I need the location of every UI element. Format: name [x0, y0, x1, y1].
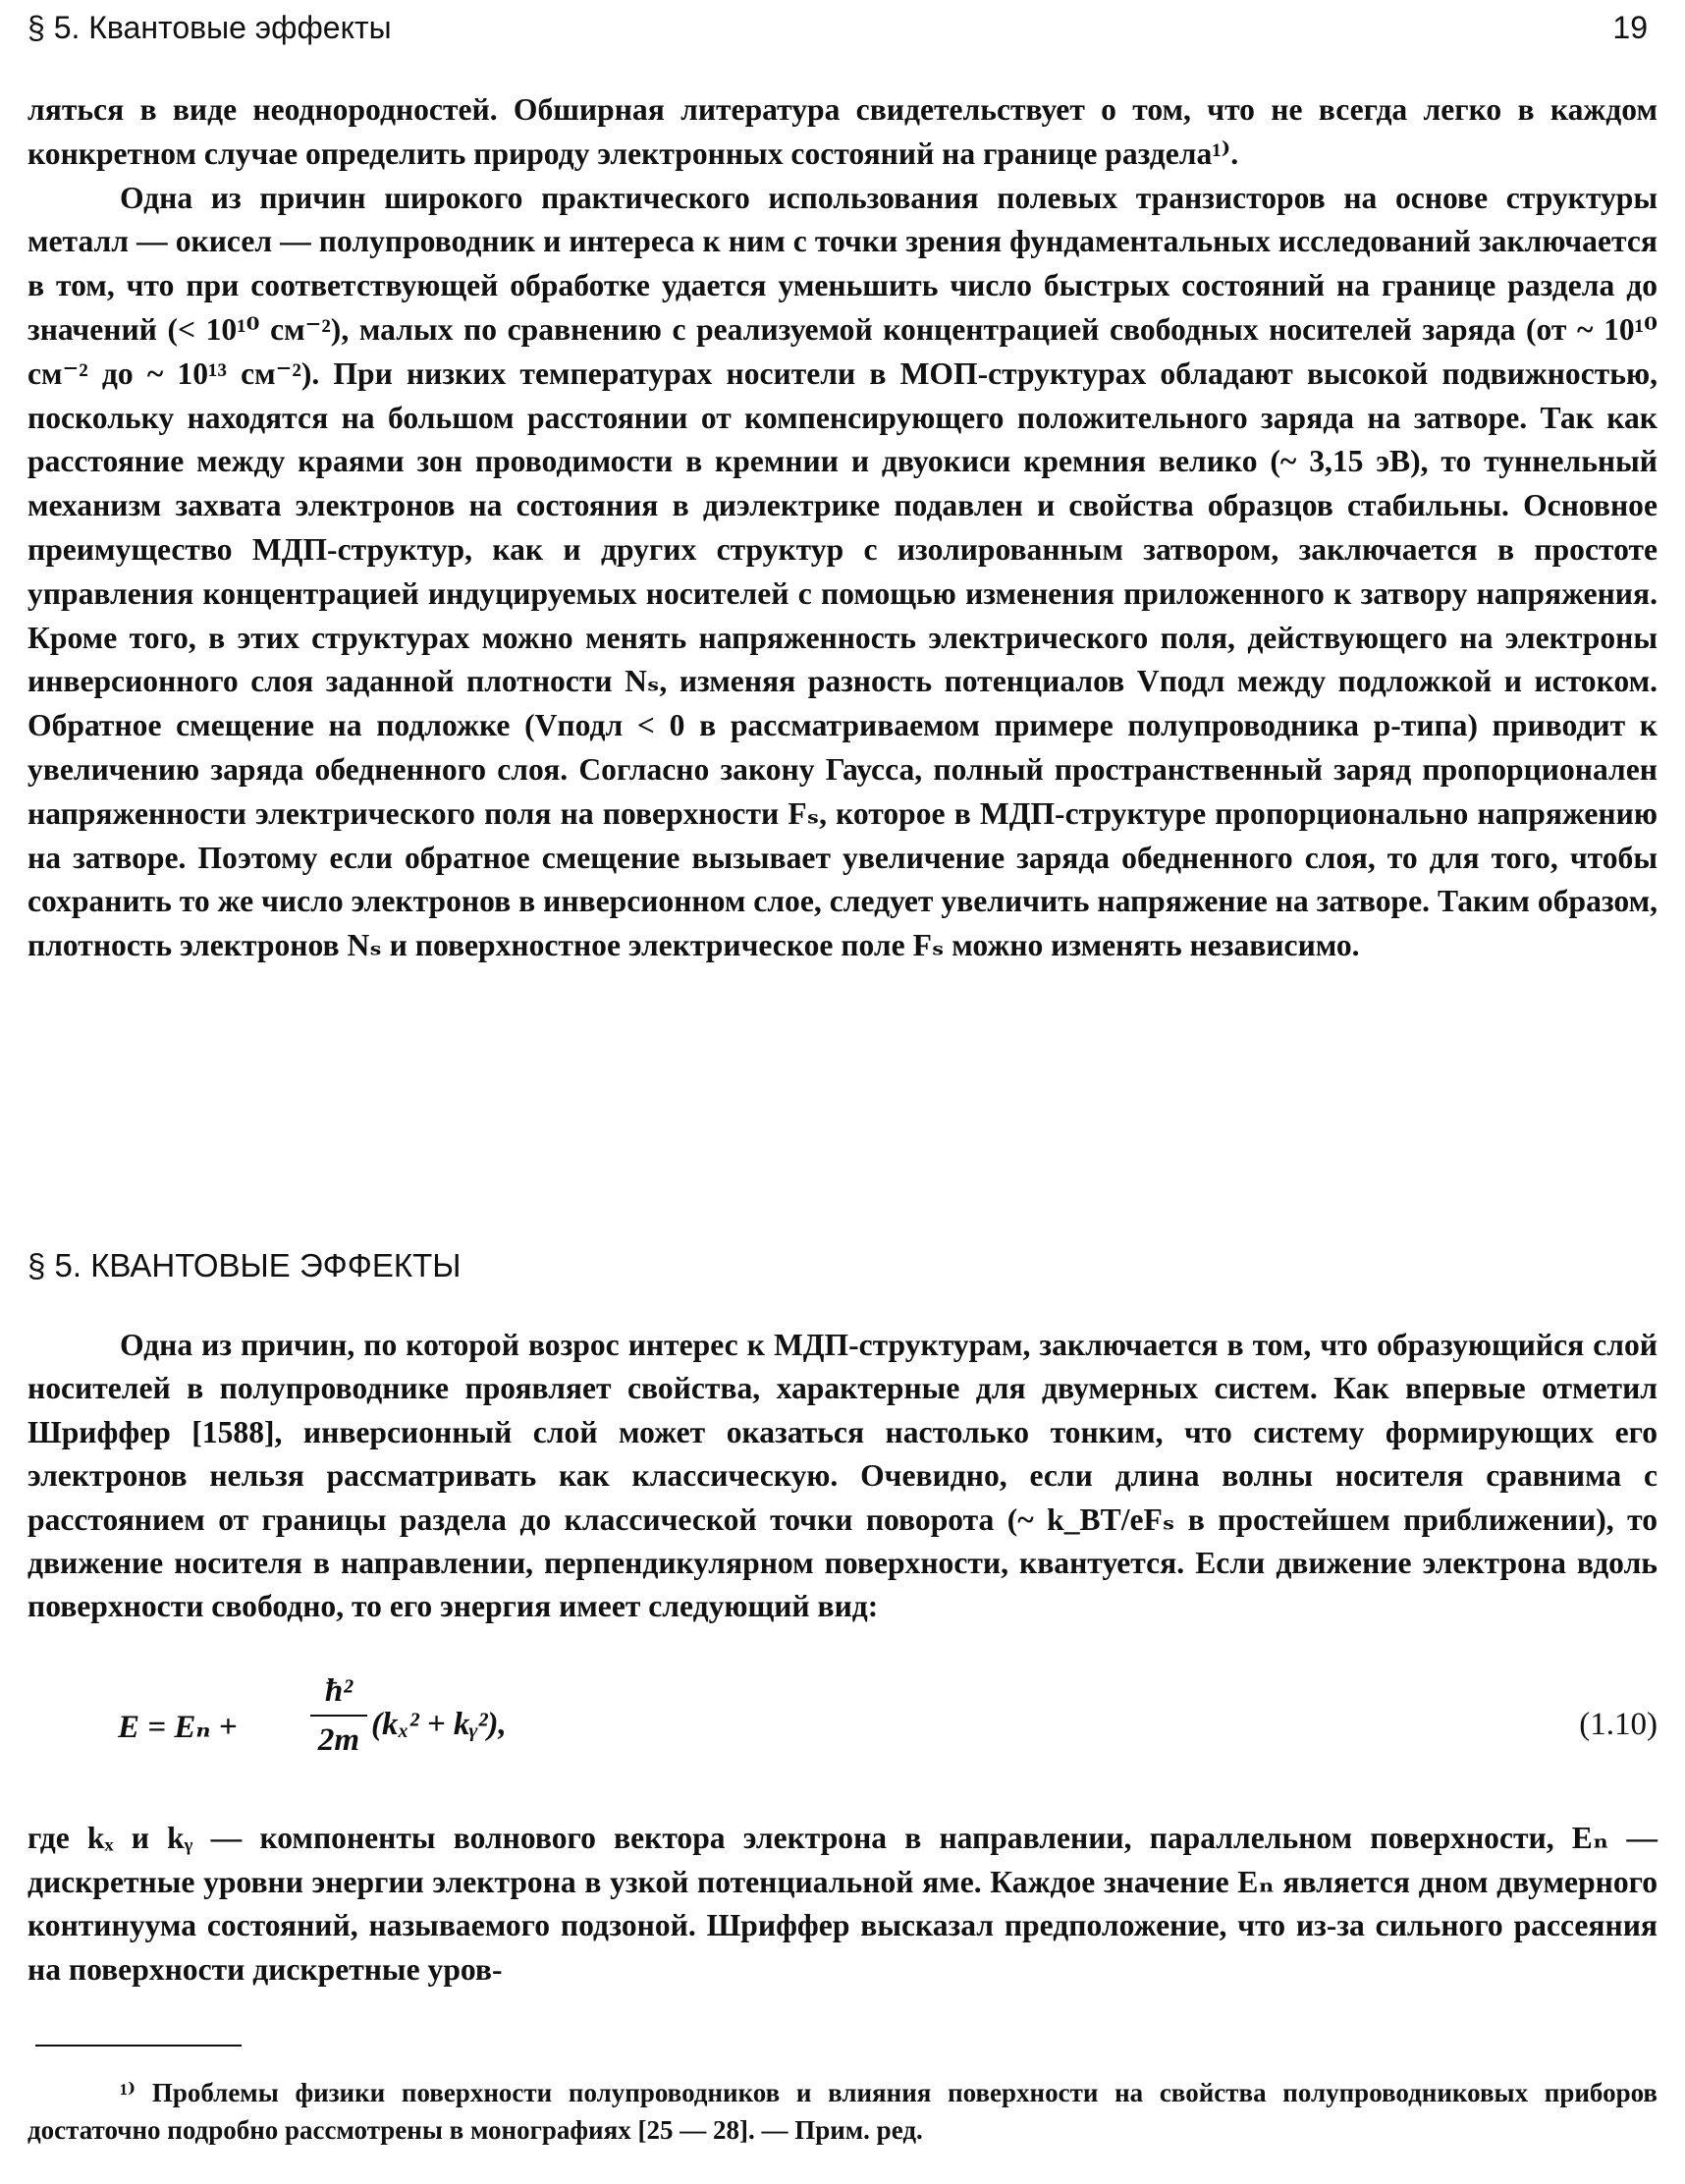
body-text-bottom — [27, 1817, 1658, 1992]
paragraph-continuation: ляться в виде неоднородностей. Обширная литература свидетельствует о том, что не всегда легко в каждом конкретном случае определить природу электронных состояний на границе раздела¹⁾. — [27, 92, 1658, 171]
equation-number: (1.10) — [1579, 1707, 1658, 1742]
body-text-section — [27, 1324, 1658, 1629]
equation-1-10 — [27, 1671, 1658, 1779]
footnote — [27, 2074, 1658, 2149]
section-heading: § 5. КВАНТОВЫЕ ЭФФЕКТЫ — [27, 1247, 462, 1283]
footnote-text: ¹⁾ Проблемы физики поверхности полупроводников и влияния поверхности на свойства полупроводниковых приборов достаточно подробно рассмотрены в монографиях [25 — 28]. — Прим. ред. — [27, 2078, 1658, 2145]
paragraph-mos-advantages: Одна из причин широкого практического использования полевых транзисторов на основе структуры металл — окисел — полупроводник и интереса к ним с точки зрения фундаментальных исследований заключается в том, что при соответствующей обработке удается уменьшить число быстрых состояний на границе раздела до значений (< 10¹⁰ см⁻²), малых по сравнению с реализуемой концентрацией свободных носителей заряда (от ~ 10¹⁰ см⁻² до ~ 10¹³ см⁻²). При низких температурах носители в МОП-структурах обладают высокой подвижностью, поскольку находятся на большом расстоянии от компенсирующего положительного заряда на затворе. Так как расстояние между краями зон проводимости в кремнии и двуокиси кремния велико (~ 3,15 эВ), то туннельный механизм захвата электронов на состояния в диэлектрике подавлен и свойства образцов стабильны. Основное преимущество МДП-структур, как и других структур с изолированным затвором, заключается в простоте управления концентрацией индуцируемых носителей с помощью изменения приложенного к затвору напряжения. Кроме того, в этих структурах можно менять напряженность электрического поля, действующего на электроны инверсионного слоя заданной плотности Nₛ, изменяя разность потенциалов Vподл между подложкой и истоком. Обратное смещение на подложке (Vподл < 0 в рассматриваемом примере полупроводника p-типа) приводит к увеличению заряда обедненного слоя. Согласно закону Гаусса, полный пространственный заряд пропорционален напряженности электрического поля на поверхности Fₛ, которое в МДП-структуре пропорционально напряжению на затворе. Поэтому если обратное смещение вызывает увеличение заряда обедненного слоя, то для того, чтобы сохранить то же число электронов в инверсионном слое, следует увеличить напряжение на затворе. Таким образом, плотность электронов Nₛ и поверхностное электрическое поле Fₛ можно изменять независимо. — [27, 180, 1658, 963]
equation-numerator: ħ² — [324, 1673, 353, 1709]
body-text-top — [27, 88, 1658, 968]
equation-fraction — [310, 1671, 367, 1760]
paragraph-quantum-intro: Одна из причин, по которой возрос интерес к МДП-структурам, заключается в том, что образующийся слой носителей в полупроводнике проявляет свойства, характерные для двумерных систем. Как впервые отметил Шриффер [1588], инверсионный слой может оказаться настолько тонким, что систему формирующих его электронов нельзя рассматривать как классическую. Очевидно, если длина волны носителя сравнима с расстоянием от границы раздела до классической точки поворота (~ k_BT/eFₛ в простейшем приближении), то движение носителя в направлении, перпендикулярном поверхности, квантуется. Если движение электрона вдоль поверхности свободно, то его энергия имеет следующий вид: — [27, 1328, 1658, 1624]
page-number: 19 — [1612, 10, 1648, 45]
fraction-bar — [310, 1715, 367, 1717]
equation-denominator: 2m — [317, 1722, 360, 1758]
running-head-title: § 5. Квантовые эффекты — [27, 10, 392, 45]
equation-lhs: E = Eₙ + — [118, 1710, 238, 1745]
equation-rhs: (kₓ² + kᵧ²), — [371, 1707, 507, 1742]
paragraph-wavevector: где kₓ и kᵧ — компоненты волнового вектора электрона в направлении, параллельном поверхности, Eₙ — дискретные уровни энергии электрона в узкой потенциальной яме. Каждое значение Eₙ является дном двумерного континуума состояний, называемого подзоной. Шриффер высказал предположение, что из-за сильного рассеяния на поверхности дискретные уров- — [27, 1821, 1658, 1987]
footnote-divider — [35, 2045, 242, 2047]
page — [27, 0, 1658, 2184]
running-head — [27, 10, 1658, 53]
